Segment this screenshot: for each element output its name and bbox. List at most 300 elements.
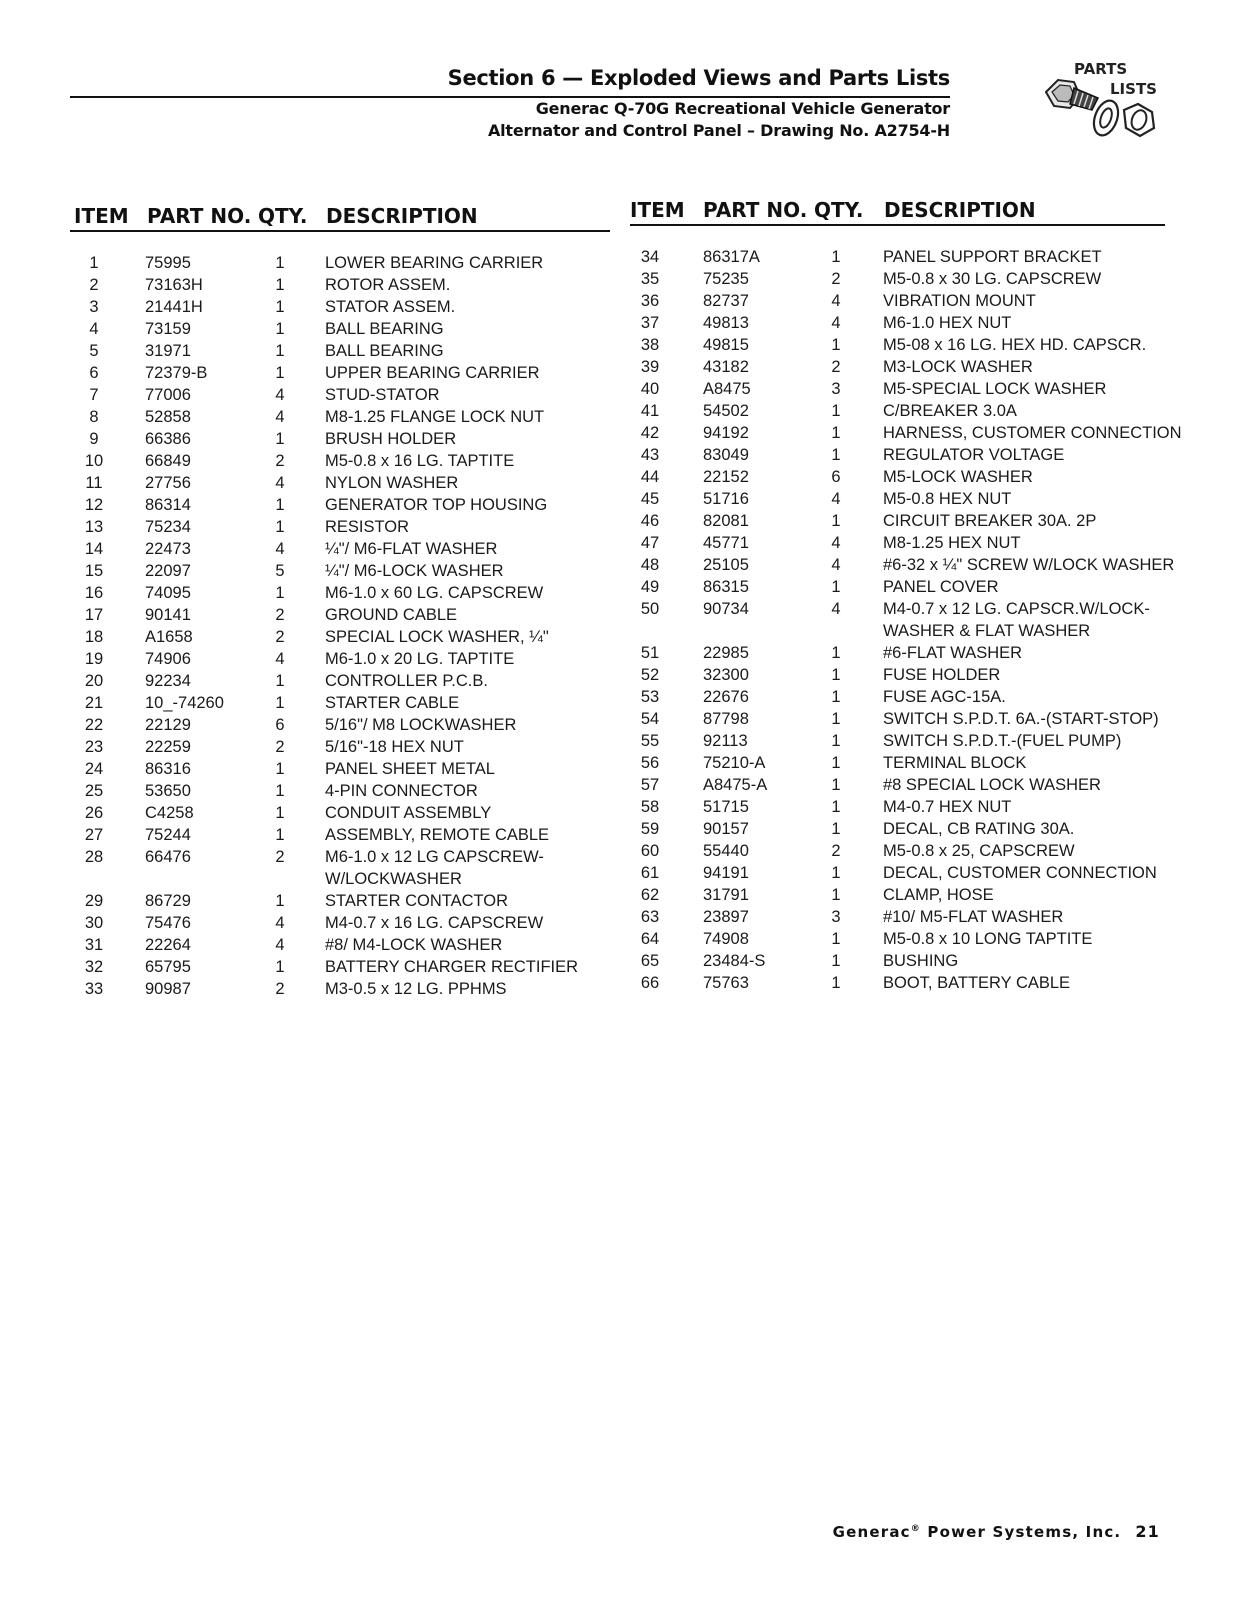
quantity: 1 — [275, 672, 285, 690]
table-header — [70, 200, 610, 232]
part-number: 27756 — [145, 474, 191, 492]
part-number: 87798 — [703, 710, 749, 728]
item-number: 24 — [84, 760, 104, 778]
item-number: 6 — [89, 364, 99, 382]
item-number: 39 — [640, 358, 660, 376]
item-number: 17 — [84, 606, 104, 624]
table-row — [630, 688, 1165, 710]
part-number: 22129 — [145, 716, 191, 734]
quantity: 1 — [831, 512, 841, 530]
table-row — [70, 342, 610, 364]
table-row — [70, 584, 610, 606]
description: BALL BEARING — [325, 320, 444, 338]
description: ROTOR ASSEM. — [325, 276, 451, 294]
quantity: 1 — [831, 864, 841, 882]
item-number: 12 — [84, 496, 104, 514]
quantity: 1 — [275, 518, 285, 536]
table-row — [630, 490, 1165, 512]
description: ASSEMBLY, REMOTE CABLE — [325, 826, 550, 844]
description: SWITCH S.P.D.T. 6A.-(START-STOP) — [883, 710, 1159, 728]
footer-company-rest: Power Systems, Inc. — [920, 1523, 1122, 1541]
quantity: 1 — [831, 798, 841, 816]
part-number: 77006 — [145, 386, 191, 404]
part-number: 32300 — [703, 666, 749, 684]
part-number: 86316 — [145, 760, 191, 778]
table-row — [70, 298, 610, 320]
table-row — [70, 562, 610, 584]
item-number: 5 — [89, 342, 99, 360]
part-number: 90734 — [703, 600, 749, 618]
description: FUSE AGC-15A. — [883, 688, 1006, 706]
item-number: 57 — [640, 776, 660, 794]
item-number: 61 — [640, 864, 660, 882]
table-row — [630, 534, 1165, 556]
item-number: 60 — [640, 842, 660, 860]
part-number: 21441H — [145, 298, 203, 316]
table-row — [630, 248, 1165, 270]
description: HARNESS, CUSTOMER CONNECTION — [883, 424, 1182, 442]
description: STARTER CONTACTOR — [325, 892, 509, 910]
part-number: 22985 — [703, 644, 749, 662]
quantity: 3 — [831, 380, 841, 398]
description: M3-LOCK WASHER — [883, 358, 1033, 376]
item-number: 2 — [89, 276, 99, 294]
description: 5/16"-18 HEX NUT — [325, 738, 464, 756]
quantity: 2 — [275, 606, 285, 624]
part-number: 22676 — [703, 688, 749, 706]
page-number: 21 — [1135, 1522, 1160, 1541]
item-number: 16 — [84, 584, 104, 602]
description: M5-0.8 x 25, CAPSCREW — [883, 842, 1075, 860]
part-number: 74908 — [703, 930, 749, 948]
header-part-no: PART NO. — [147, 204, 252, 228]
item-number: 9 — [89, 430, 99, 448]
part-number: 23484-S — [703, 952, 766, 970]
quantity: 1 — [275, 320, 285, 338]
item-number: 45 — [640, 490, 660, 508]
part-number: 90157 — [703, 820, 749, 838]
item-number: 1 — [89, 254, 99, 272]
parts-table-right — [630, 194, 1182, 996]
table-row — [70, 870, 610, 892]
quantity: 1 — [831, 644, 841, 662]
part-number: 75210-A — [703, 754, 766, 772]
quantity: 1 — [831, 732, 841, 750]
quantity: 4 — [275, 914, 285, 932]
item-number: 34 — [640, 248, 660, 266]
quantity: 4 — [831, 314, 841, 332]
table-row — [70, 386, 610, 408]
part-number: 75476 — [145, 914, 191, 932]
table-row — [630, 864, 1165, 886]
part-number: 49815 — [703, 336, 749, 354]
description: STARTER CABLE — [325, 694, 460, 712]
table-row — [70, 430, 610, 452]
drawing-title: Alternator and Control Panel – Drawing No. A2754-H — [487, 121, 950, 140]
section-title: Section 6 — Exploded Views and Parts Lists — [70, 66, 950, 98]
table-row — [630, 292, 1165, 314]
table-row — [70, 936, 610, 958]
footer-company: Generac — [832, 1523, 911, 1541]
part-number: 66386 — [145, 430, 191, 448]
quantity: 1 — [275, 276, 285, 294]
item-number: 15 — [84, 562, 104, 580]
table-row — [630, 600, 1165, 622]
description: SWITCH S.P.D.T.-(FUEL PUMP) — [883, 732, 1122, 750]
description: CIRCUIT BREAKER 30A. 2P — [883, 512, 1097, 530]
description: BUSHING — [883, 952, 959, 970]
part-number: 82081 — [703, 512, 749, 530]
quantity: 4 — [275, 386, 285, 404]
part-number: 51716 — [703, 490, 749, 508]
description: M8-1.25 HEX NUT — [883, 534, 1021, 552]
description: DECAL, CB RATING 30A. — [883, 820, 1075, 838]
table-row — [70, 254, 610, 276]
header-item: ITEM — [74, 204, 129, 228]
description: M8-1.25 FLANGE LOCK NUT — [325, 408, 545, 426]
description: M6-1.0 x 60 LG. CAPSCREW — [325, 584, 544, 602]
quantity: 1 — [831, 336, 841, 354]
table-row — [630, 270, 1165, 292]
item-number: 53 — [640, 688, 660, 706]
part-number: 83049 — [703, 446, 749, 464]
table-row — [630, 556, 1175, 578]
description: CONTROLLER P.C.B. — [325, 672, 488, 690]
quantity: 1 — [831, 578, 841, 596]
header-description: DESCRIPTION — [884, 198, 1036, 222]
logo-text-lists: LISTS — [1110, 80, 1157, 98]
part-number: C4258 — [145, 804, 194, 822]
table-row — [630, 732, 1165, 754]
part-number: 75235 — [703, 270, 749, 288]
quantity: 1 — [275, 958, 285, 976]
description: 5/16"/ M8 LOCKWASHER — [325, 716, 517, 734]
quantity: 1 — [831, 688, 841, 706]
part-number: A1658 — [145, 628, 193, 646]
quantity: 1 — [275, 892, 285, 910]
item-number: 19 — [84, 650, 104, 668]
description: NYLON WASHER — [325, 474, 459, 492]
part-number: 86729 — [145, 892, 191, 910]
table-row — [70, 452, 610, 474]
table-row — [630, 512, 1165, 534]
header-description: DESCRIPTION — [326, 204, 478, 228]
table-row — [630, 842, 1165, 864]
quantity: 4 — [831, 292, 841, 310]
table-row — [70, 914, 610, 936]
part-number: 90141 — [145, 606, 191, 624]
description: M5-SPECIAL LOCK WASHER — [883, 380, 1107, 398]
page-footer — [833, 1522, 1160, 1541]
table-row — [70, 980, 610, 1002]
quantity: 1 — [831, 952, 841, 970]
item-number: 38 — [640, 336, 660, 354]
quantity: 4 — [275, 540, 285, 558]
quantity: 1 — [831, 886, 841, 904]
description: STUD-STATOR — [325, 386, 440, 404]
part-number: 31791 — [703, 886, 749, 904]
table-row — [70, 760, 610, 782]
quantity: 2 — [275, 848, 285, 866]
description: M4-0.7 x 12 LG. CAPSCR.W/LOCK- — [883, 600, 1150, 618]
part-number: 43182 — [703, 358, 749, 376]
item-number: 18 — [84, 628, 104, 646]
table-body — [630, 248, 1182, 996]
table-row — [630, 820, 1165, 842]
part-number: 94192 — [703, 424, 749, 442]
part-number: 51715 — [703, 798, 749, 816]
item-number: 42 — [640, 424, 660, 442]
item-number: 26 — [84, 804, 104, 822]
table-row — [70, 628, 610, 650]
part-number: 74906 — [145, 650, 191, 668]
part-number: 10_-74260 — [145, 694, 224, 712]
table-row — [630, 336, 1165, 358]
table-body — [70, 254, 610, 1002]
quantity: 1 — [275, 782, 285, 800]
quantity: 1 — [831, 666, 841, 684]
description: #8 SPECIAL LOCK WASHER — [883, 776, 1101, 794]
description: VIBRATION MOUNT — [883, 292, 1036, 310]
description: PANEL SHEET METAL — [325, 760, 495, 778]
description: M5-08 x 16 LG. HEX HD. CAPSCR. — [883, 336, 1147, 354]
part-number: 55440 — [703, 842, 749, 860]
header-qty: QTY. — [258, 204, 308, 228]
item-number: 8 — [89, 408, 99, 426]
item-number: 46 — [640, 512, 660, 530]
parts-lists-logo — [1036, 58, 1166, 158]
description: PANEL COVER — [883, 578, 999, 596]
item-number: 30 — [84, 914, 104, 932]
header-item: ITEM — [630, 198, 685, 222]
item-number: 10 — [84, 452, 104, 470]
table-row — [70, 364, 610, 386]
header-qty: QTY. — [814, 198, 864, 222]
part-number: 45771 — [703, 534, 749, 552]
item-number: 64 — [640, 930, 660, 948]
item-number: 47 — [640, 534, 660, 552]
table-row — [70, 650, 610, 672]
table-row — [630, 776, 1165, 798]
table-row — [70, 518, 610, 540]
table-row — [70, 606, 610, 628]
description: M5-0.8 x 30 LG. CAPSCREW — [883, 270, 1102, 288]
description: RESISTOR — [325, 518, 410, 536]
quantity: 1 — [831, 248, 841, 266]
table-row — [70, 958, 610, 980]
quantity: 4 — [831, 556, 841, 574]
part-number: 49813 — [703, 314, 749, 332]
item-number: 62 — [640, 886, 660, 904]
quantity: 1 — [831, 974, 841, 992]
quantity: 4 — [275, 474, 285, 492]
part-number: A8475-A — [703, 776, 768, 794]
logo-text-parts: PARTS — [1074, 60, 1128, 78]
quantity: 2 — [831, 358, 841, 376]
item-number: 3 — [89, 298, 99, 316]
table-row — [630, 314, 1165, 336]
part-number: 22259 — [145, 738, 191, 756]
description: BOOT, BATTERY CABLE — [883, 974, 1071, 992]
table-row — [630, 952, 1165, 974]
part-number: 75234 — [145, 518, 191, 536]
item-number: 4 — [89, 320, 99, 338]
page-header — [70, 66, 950, 142]
part-number: 92113 — [703, 732, 748, 750]
table-row — [70, 672, 610, 694]
quantity: 4 — [831, 490, 841, 508]
table-row — [70, 496, 610, 518]
table-row — [630, 380, 1165, 402]
item-number: 40 — [640, 380, 660, 398]
quantity: 4 — [831, 534, 841, 552]
quantity: 1 — [831, 446, 841, 464]
item-number: 33 — [84, 980, 104, 998]
item-number: 20 — [84, 672, 104, 690]
quantity: 1 — [275, 584, 285, 602]
description: M6-1.0 x 20 LG. TAPTITE — [325, 650, 515, 668]
part-number: 66476 — [145, 848, 191, 866]
part-number: 22473 — [145, 540, 191, 558]
quantity: 4 — [275, 936, 285, 954]
part-number: 75763 — [703, 974, 749, 992]
part-number: 74095 — [145, 584, 191, 602]
registered-mark: ® — [910, 1524, 921, 1534]
part-number: 86317A — [703, 248, 760, 266]
parts-table-left — [70, 200, 610, 1002]
quantity: 1 — [275, 496, 285, 514]
item-number: 52 — [640, 666, 660, 684]
table-row — [630, 402, 1165, 424]
item-number: 22 — [84, 716, 104, 734]
table-row — [630, 578, 1165, 600]
item-number: 50 — [640, 600, 660, 618]
table-row — [630, 446, 1165, 468]
quantity: 1 — [275, 804, 285, 822]
table-row — [70, 848, 610, 870]
description: BALL BEARING — [325, 342, 444, 360]
item-number: 13 — [84, 518, 104, 536]
description: M4-0.7 HEX NUT — [883, 798, 1012, 816]
item-number: 28 — [84, 848, 104, 866]
table-row — [630, 468, 1165, 490]
item-number: 29 — [84, 892, 104, 910]
item-number: 11 — [85, 474, 103, 492]
item-number: 58 — [640, 798, 660, 816]
description: BRUSH HOLDER — [325, 430, 457, 448]
part-number: 86314 — [145, 496, 191, 514]
item-number: 63 — [640, 908, 660, 926]
quantity: 1 — [275, 760, 285, 778]
description: UPPER BEARING CARRIER — [325, 364, 540, 382]
table-row — [630, 908, 1165, 930]
description: STATOR ASSEM. — [325, 298, 456, 316]
quantity: 2 — [275, 980, 285, 998]
part-number: 73159 — [145, 320, 191, 338]
quantity: 6 — [831, 468, 841, 486]
item-number: 65 — [640, 952, 660, 970]
part-number: 22097 — [145, 562, 191, 580]
item-number: 48 — [640, 556, 660, 574]
table-row — [70, 804, 610, 826]
part-number: 75995 — [145, 254, 191, 272]
part-number: 23897 — [703, 908, 749, 926]
table-row — [630, 666, 1165, 688]
item-number: 7 — [89, 386, 99, 404]
item-number: 25 — [84, 782, 104, 800]
part-number: 94191 — [703, 864, 749, 882]
description: REGULATOR VOLTAGE — [883, 446, 1065, 464]
quantity: 3 — [831, 908, 841, 926]
description: GROUND CABLE — [325, 606, 458, 624]
table-row — [70, 694, 610, 716]
table-row — [70, 408, 610, 430]
item-number: 36 — [640, 292, 660, 310]
description: CONDUIT ASSEMBLY — [325, 804, 492, 822]
table-header — [630, 194, 1165, 226]
item-number: 32 — [84, 958, 104, 976]
quantity: 5 — [275, 562, 285, 580]
description: SPECIAL LOCK WASHER, ¼" — [325, 628, 549, 646]
quantity: 1 — [831, 754, 841, 772]
item-number: 31 — [84, 936, 104, 954]
table-row — [70, 320, 610, 342]
table-row — [630, 644, 1165, 666]
description: M6-1.0 HEX NUT — [883, 314, 1012, 332]
quantity: 1 — [831, 776, 841, 794]
quantity: 1 — [275, 826, 285, 844]
part-number: 75244 — [145, 826, 191, 844]
item-number: 49 — [640, 578, 660, 596]
item-number: 44 — [640, 468, 660, 486]
description: M5-LOCK WASHER — [883, 468, 1033, 486]
description: CLAMP, HOSE — [883, 886, 994, 904]
table-row — [70, 892, 610, 914]
table-row — [630, 798, 1165, 820]
quantity: 2 — [275, 738, 285, 756]
quantity: 1 — [275, 298, 285, 316]
item-number: 56 — [640, 754, 660, 772]
description: PANEL SUPPORT BRACKET — [883, 248, 1102, 266]
quantity: 4 — [831, 600, 841, 618]
item-number: 66 — [640, 974, 660, 992]
description: M5-0.8 HEX NUT — [883, 490, 1012, 508]
table-row — [70, 716, 610, 738]
part-number: 82737 — [703, 292, 749, 310]
table-row — [630, 974, 1165, 996]
item-number: 37 — [640, 314, 660, 332]
part-number: 73163H — [145, 276, 203, 294]
description: ¼"/ M6-FLAT WASHER — [325, 540, 498, 558]
part-number: 22264 — [145, 936, 191, 954]
part-number: 25105 — [703, 556, 749, 574]
document-subtitle: Generac Q-70G Recreational Vehicle Generator — [535, 99, 950, 118]
table-row — [630, 424, 1182, 446]
part-number: 54502 — [703, 402, 749, 420]
description: TERMINAL BLOCK — [883, 754, 1027, 772]
part-number: 52858 — [145, 408, 191, 426]
quantity: 1 — [275, 342, 285, 360]
quantity: 4 — [275, 408, 285, 426]
table-row — [70, 782, 610, 804]
item-number: 27 — [84, 826, 104, 844]
description: W/LOCKWASHER — [325, 870, 462, 888]
item-number: 43 — [640, 446, 660, 464]
quantity: 2 — [275, 628, 285, 646]
part-number: 66849 — [145, 452, 191, 470]
item-number: 55 — [640, 732, 660, 750]
quantity: 1 — [831, 710, 841, 728]
